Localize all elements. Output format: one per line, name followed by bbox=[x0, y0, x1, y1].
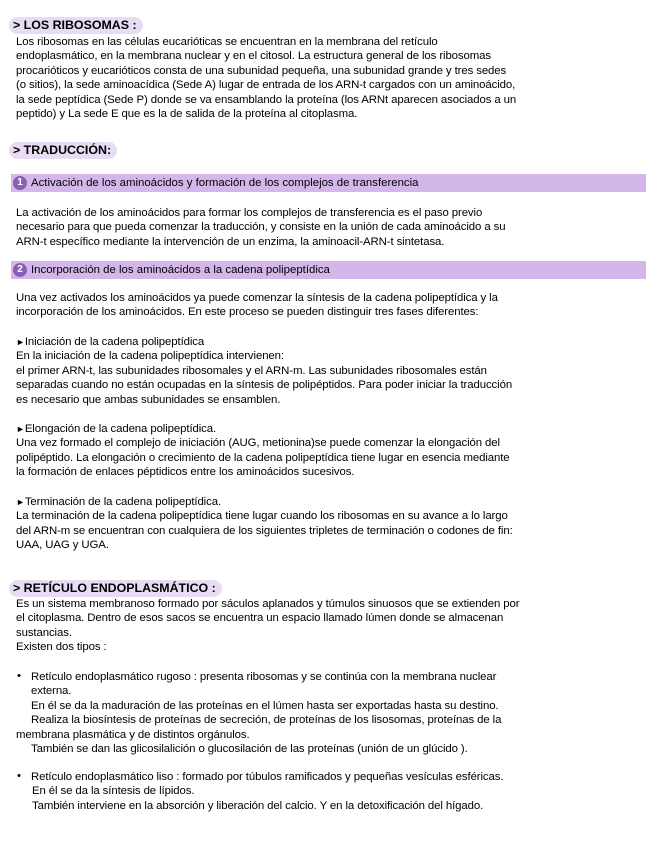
text-line: el citoplasma. Dentro de esos sacos se encuentra un espacio llamado lúmen donde se almacenan bbox=[16, 612, 504, 625]
step1-bar bbox=[11, 174, 646, 192]
text-line: Retículo endoplasmático rugoso : presenta ribosomas y se continúa con la membrana nuclear bbox=[31, 671, 497, 683]
step1-paragraph bbox=[16, 206, 632, 249]
text-line: Una vez activados los aminoácidos ya puede comenzar la síntesis de la cadena polipeptídica y la bbox=[16, 292, 498, 304]
text-line: el primer ARN-t, las subunidades ribosomales y el ARN-m. Las subunidades ribosomales están bbox=[16, 364, 487, 377]
iniciacion-title: ►Iniciación de la cadena polipeptídica bbox=[16, 336, 205, 348]
text-line: membrana plasmática y de distintos orgánulos. bbox=[16, 729, 250, 741]
text-line: la formación de enlaces péptidicos entre los aminoácidos sucesivos. bbox=[16, 466, 355, 479]
terminacion-title: ►Terminación de la cadena polipeptídica. bbox=[16, 496, 222, 508]
text-line: peptido) y La sede E que es la de salida de la proteína al citoplasma. bbox=[16, 108, 358, 121]
step1-number: 1 bbox=[13, 176, 27, 190]
text-line: Una vez formado el complejo de iniciación (AUG, metionina)se puede comenzar la elongación del bbox=[16, 437, 500, 450]
text-line: En la iniciación de la cadena polipeptídica intervienen: bbox=[16, 350, 284, 363]
text-line: La terminación de la cadena polipeptídica tiene lugar cuando los ribosomas en su avance a lo largo bbox=[16, 510, 508, 523]
text-line: es necesario que ambas subunidades se ensamblen. bbox=[16, 393, 281, 406]
text-line: UAA, UAG y UGA. bbox=[16, 539, 109, 552]
text-line: Existen dos tipos : bbox=[16, 641, 107, 654]
bullet-icon: • bbox=[17, 770, 21, 782]
text-line: En él se da la síntesis de lípidos. bbox=[32, 785, 195, 798]
ribosomas-heading: > LOS RIBOSOMAS : bbox=[9, 17, 143, 34]
text-line: (o sitios), la sede aminoacídica (Sede A) lugar de entrada de los ARN-t cargados con un aminoácido, bbox=[16, 79, 516, 92]
step2-title: Incorporación de los aminoácidos a la cadena polipeptídica bbox=[31, 264, 330, 276]
text-line: sustancias. bbox=[16, 626, 72, 639]
text-line: En él se da la maduración de las proteínas en el lúmen hasta ser exportadas hasta su destino. bbox=[31, 699, 499, 712]
text-line: Realiza la biosíntesis de proteínas de secreción, de proteínas de los lisosomas, proteínas de la bbox=[31, 714, 502, 727]
text-line: ARN-t específico mediante la intervención de un enzima, la aminoacil-ARN-t sintetasa. bbox=[16, 235, 445, 248]
text-line: la sede peptídica (Sede P) donde se va ensamblando la proteína (los ARNt aparecen asociados a un bbox=[16, 93, 517, 106]
text-line: Los ribosomas en las células eucarióticas se encuentran en la membrana del retículo bbox=[16, 36, 438, 48]
rugoso-continuation bbox=[16, 728, 632, 757]
elongacion-section bbox=[16, 422, 632, 480]
reticulo-heading: > RETÍCULO ENDOPLASMÁTICO : bbox=[9, 580, 222, 597]
text-line: También interviene en la absorción y liberación del calcio. Y en la detoxificación del hígado. bbox=[32, 799, 484, 812]
iniciacion-section bbox=[16, 335, 632, 407]
step2-paragraph bbox=[16, 291, 632, 320]
triangle-marker-icon: ► bbox=[16, 424, 25, 434]
text-line: incorporación de los aminoácidos. En este proceso se pueden distinguir tres fases diferentes: bbox=[16, 306, 479, 319]
step2-number: 2 bbox=[13, 263, 27, 277]
text-line: También se dan las glicosilalición o glucosilación de las proteínas (unión de un glúcido ). bbox=[31, 743, 468, 756]
text-line: polipéptido. La elongación o crecimiento de la cadena polipeptídica tiene lugar en esencia mediante bbox=[16, 451, 510, 464]
liso-item bbox=[31, 770, 631, 813]
text-line: Retículo endoplasmático liso : formado por túbulos ramificados y pequeñas vesículas esféricas. bbox=[31, 771, 504, 783]
triangle-marker-icon: ► bbox=[16, 497, 25, 507]
elongacion-title: ►Elongación de la cadena polipeptídica. bbox=[16, 423, 217, 435]
text-line: necesario para que pueda comenzar la traducción, y consiste en la unión de cada aminoácido a su bbox=[16, 221, 506, 234]
text-line: La activación de los aminoácidos para formar los complejos de transferencia es el paso previo bbox=[16, 207, 483, 219]
text-line: endoplasmático, en la membrana nuclear y en el citosol. La estructura general de los ribosomas bbox=[16, 50, 491, 63]
bullet-icon: • bbox=[17, 670, 21, 682]
reticulo-paragraph bbox=[16, 597, 632, 655]
step2-bar bbox=[11, 261, 646, 279]
step1-title: Activación de los aminoácidos y formación de los complejos de transferencia bbox=[31, 177, 419, 189]
traduccion-heading: > TRADUCCIÓN: bbox=[9, 142, 117, 159]
rugoso-item bbox=[31, 670, 631, 728]
text-line: del ARN-m se encuentran con cualquiera de los siguientes tripletes de terminación o codones de fin: bbox=[16, 524, 513, 537]
triangle-marker-icon: ► bbox=[16, 337, 25, 347]
text-line: Es un sistema membranoso formado por sáculos aplanados y túmulos sinuosos que se extienden por bbox=[16, 598, 520, 610]
terminacion-section bbox=[16, 495, 632, 553]
ribosomas-paragraph bbox=[16, 35, 632, 121]
text-line: separadas cuando no están ocupadas en la síntesis de polipéptidos. Para poder iniciar la traducción bbox=[16, 379, 513, 392]
text-line: externa. bbox=[31, 685, 72, 698]
text-line: procarióticos y eucarióticos consta de una subunidad pequeña, una subunidad grande y tres sedes bbox=[16, 64, 507, 77]
